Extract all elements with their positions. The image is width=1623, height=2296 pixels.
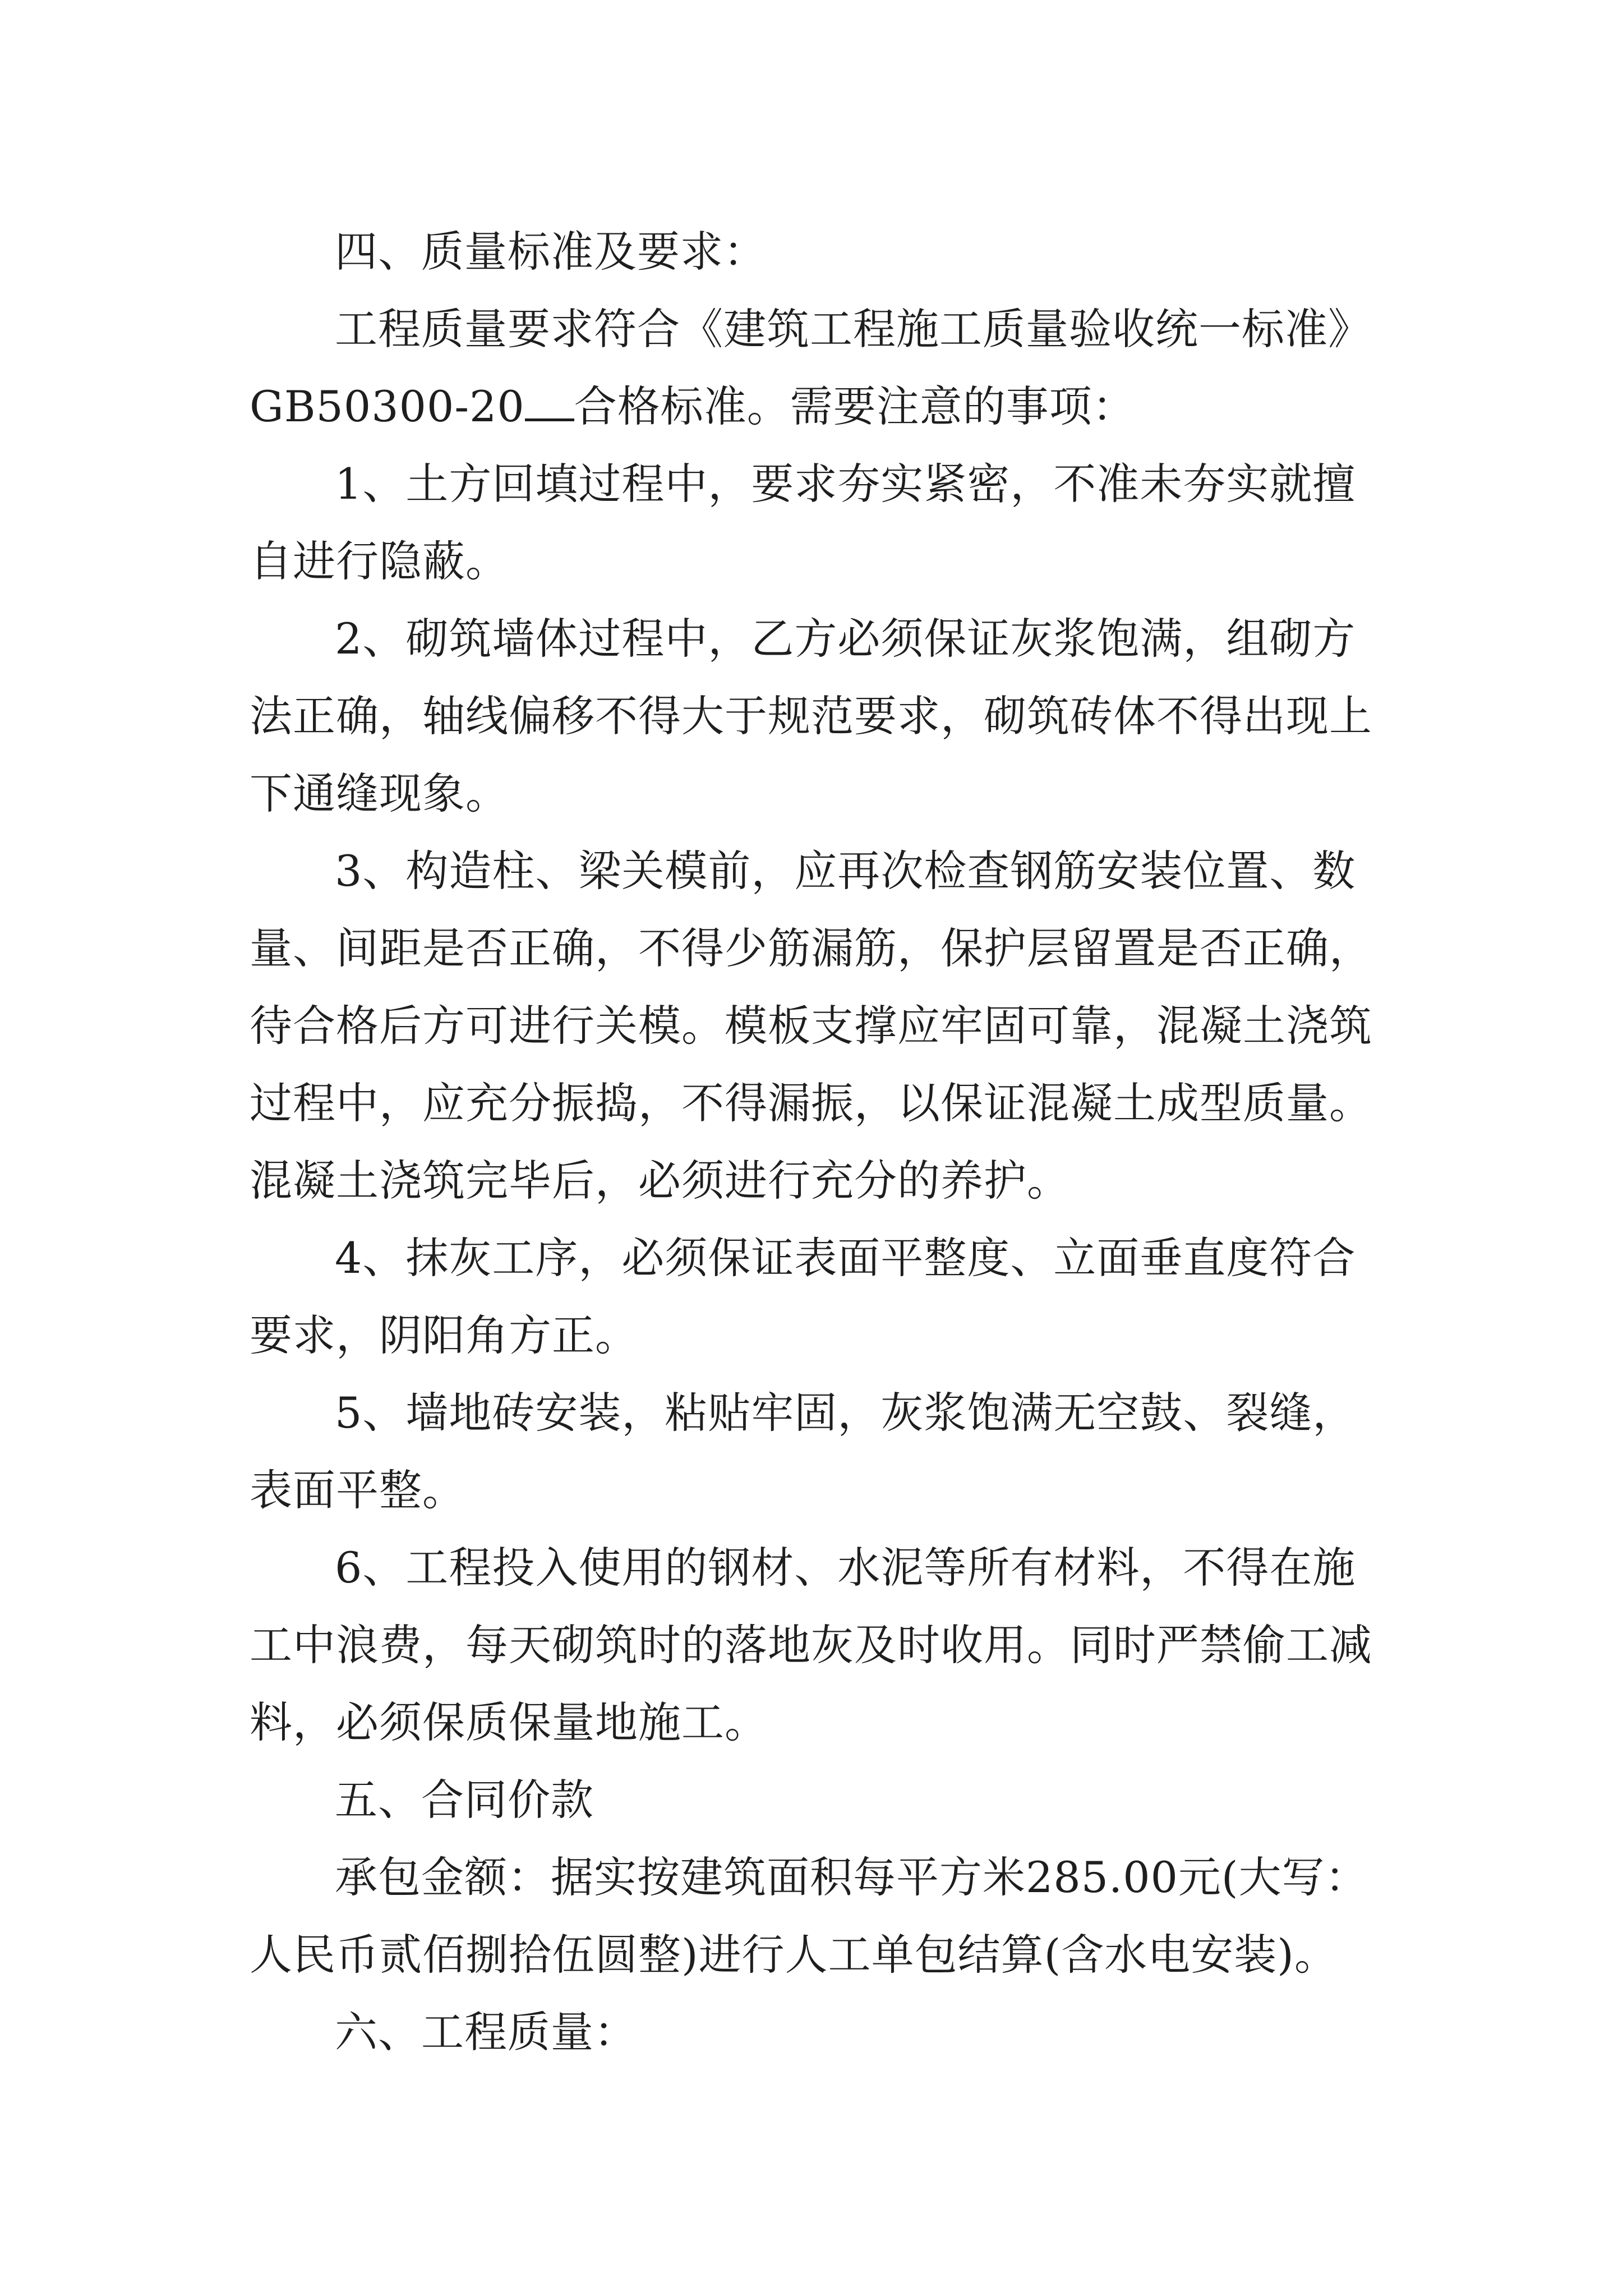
section-heading-project-quality: 六、工程质量： [335, 2007, 637, 2057]
section-heading-contract-price: 五、合同价款 [335, 1775, 594, 1825]
standard-reference-text: 工程质量要求符合《建筑工程施工质量验收统一标准》GB50300-20 [250, 304, 1371, 431]
requirement-item-3: 3、构造柱、梁关模前，应再次检查钢筋安装位置、数量、间距是否正确，不得少筋漏筋，保护层留置是否正确，待合格后方可进行关模。模板支撑应牢固可靠，混凝土浇筑过程中，应充分振捣，不得漏振，以保证混凝土成型质量。混凝土浇筑完毕后，必须进行充分的养护。 [250, 846, 1372, 1205]
document-body [250, 213, 1382, 2071]
year-blank-line [525, 384, 574, 421]
quality-standard-paragraph [250, 291, 1382, 445]
section-heading-quality-standards: 四、质量标准及要求： [335, 227, 767, 277]
contract-price-paragraph: 承包金额：据实按建筑面积每平方米285.00元(大写：人民币贰佰捌拾伍圆整)进行人工单包结算(含水电安装)。 [250, 1852, 1368, 1980]
requirement-item-1: 1、土方回填过程中，要求夯实紧密，不准未夯实就擅自进行隐蔽。 [250, 459, 1356, 586]
standard-notes-intro: 合格标准。需要注意的事项： [574, 381, 1136, 431]
requirement-item-6: 6、工程投入使用的钢材、水泥等所有材料，不得在施工中浪费，每天砌筑时的落地灰及时收用。同时严禁偷工减料，必须保质保量地施工。 [250, 1543, 1372, 1747]
requirement-item-5: 5、墙地砖安装，粘贴牢固，灰浆饱满无空鼓、裂缝，表面平整。 [250, 1388, 1356, 1515]
requirement-item-2: 2、砌筑墙体过程中，乙方必须保证灰浆饱满，组砌方法正确，轴线偏移不得大于规范要求，砌筑砖体不得出现上下通缝现象。 [250, 614, 1372, 818]
requirement-item-4: 4、抹灰工序，必须保证表面平整度、立面垂直度符合要求，阴阳角方正。 [250, 1233, 1356, 1360]
